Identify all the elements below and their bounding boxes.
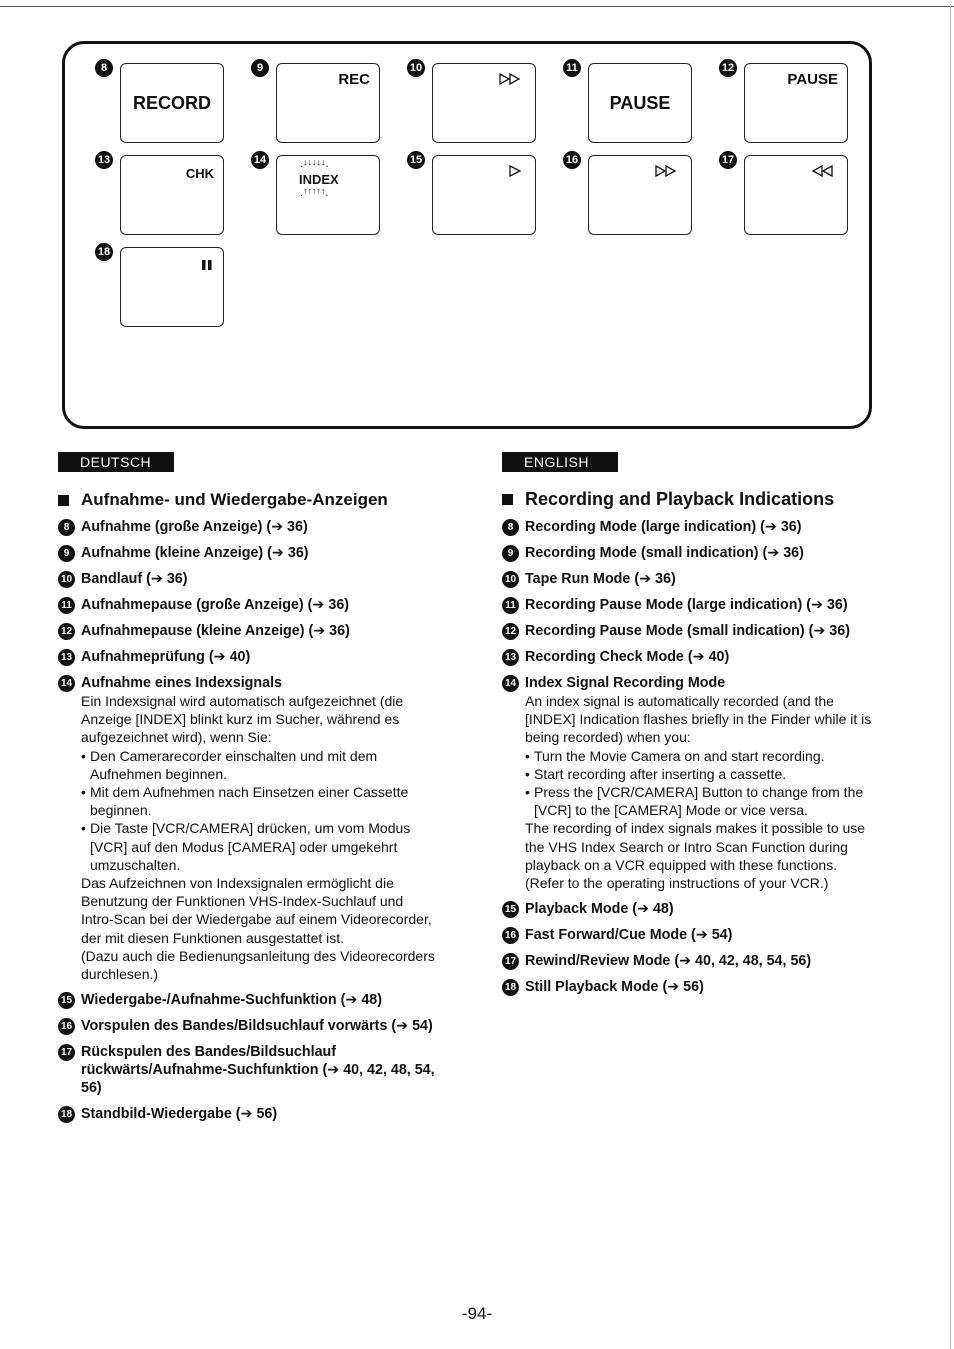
item-title: Index Signal Recording Mode: [525, 675, 726, 691]
item-title: Aufnahmepause (kleine Anzeige) (➔ 36): [81, 623, 350, 639]
item-number-icon: 13: [502, 649, 519, 666]
list-item: [502, 674, 887, 692]
list-item: [58, 1043, 438, 1097]
viewfinder-screen: [432, 155, 536, 235]
item-number-icon: 8: [58, 519, 75, 536]
list-item: [502, 544, 887, 562]
viewfinder-screen: [120, 63, 224, 143]
item-number-icon: 11: [502, 597, 519, 614]
item-number-icon: 15: [58, 992, 75, 1009]
callout-number-icon: 13: [95, 151, 113, 169]
list-item: [502, 900, 887, 918]
list-item: [502, 622, 887, 640]
item-title: Fast Forward/Cue Mode (➔ 54): [525, 927, 733, 944]
list-item: [502, 570, 887, 588]
callout-number-icon: 16: [563, 151, 581, 169]
item-title: Aufnahme (große Anzeige) (➔ 36): [81, 519, 308, 535]
description-intro: Ein Indexsignal wird automatisch aufgezeichnet (die Anzeige [INDEX] blinkt kurz im Sucher, während es aufgezeichnet wird), wenn Sie:: [81, 693, 404, 746]
language-tag-deutsch: DEUTSCH: [58, 452, 174, 472]
description-outro: Das Aufzeichnen von Indexsignalen ermöglicht die Benutzung der Funktionen VHS-Index-Suchlauf und Intro-Scan bei der Wiedergabe auf einem Videorecorder, der mit diesen Funktionen ausgestattet ist.: [81, 875, 432, 946]
screen-indication-label: PAUSE: [609, 93, 671, 113]
screen-indication-label: CHK: [185, 166, 214, 181]
item-number-icon: 11: [58, 597, 75, 614]
item-title: Tape Run Mode (➔ 36): [525, 571, 676, 587]
indication-list-en: [502, 518, 887, 996]
callout-number-icon: 8: [95, 59, 113, 77]
screen-indication-label: RECORD: [132, 93, 211, 113]
item-number-icon: 12: [502, 623, 519, 640]
square-bullet-icon: [58, 495, 69, 506]
item-title: Aufnahme eines Indexsignals: [81, 675, 283, 691]
item-number-icon: 10: [502, 571, 519, 588]
screen-indication-label: PAUSE: [787, 71, 838, 88]
viewfinder-screen: [588, 63, 692, 143]
item-number-icon: 13: [58, 649, 75, 666]
viewfinder-screen: [588, 155, 692, 235]
callout-number-icon: 12: [719, 59, 737, 77]
item-title: Wiedergabe-/Aufnahme-Suchfunktion (➔ 48): [81, 992, 382, 1009]
bullet-point: • Mit dem Aufnehmen nach Einsetzen einer Cassette beginnen.: [81, 784, 409, 819]
viewfinder-screen: [276, 63, 380, 143]
item-title: Aufnahmeprüfung (➔ 40): [81, 649, 251, 665]
item-number-icon: 15: [502, 901, 519, 918]
bullet-dot-icon: •: [525, 784, 530, 801]
item-title: Rückspulen des Bandes/Bildsuchlauf rückwärts/Aufnahme-Suchfunktion (➔ 40, 42, 48, 54, 56): [81, 1044, 435, 1097]
list-item: [58, 991, 438, 1009]
item-number-icon: 17: [58, 1044, 75, 1061]
description-note: (Refer to the operating instructions of your VCR.): [525, 875, 829, 892]
square-bullet-icon: [502, 494, 513, 505]
description-outro: The recording of index signals makes it possible to use the VHS Index Search or Intro Scan Function during playback on a VCR equipped with these functions.: [525, 820, 866, 873]
item-title: Still Playback Mode (➔ 56): [525, 979, 704, 996]
viewfinder-screen: [432, 63, 536, 143]
item-number-icon: 16: [58, 1018, 75, 1035]
indications-diagram: [62, 41, 872, 429]
list-item: [58, 596, 438, 614]
item-title: Aufnahmepause (große Anzeige) (➔ 36): [81, 597, 350, 613]
callout-number-icon: 11: [563, 59, 581, 77]
deutsch-column: [58, 452, 438, 1123]
viewfinder-screen: [744, 155, 848, 235]
list-item: [58, 1105, 438, 1123]
item-number-icon: 18: [502, 979, 519, 996]
still-pause-icon: [201, 258, 213, 276]
bullet-dot-icon: •: [525, 765, 530, 782]
viewfinder-screen: [120, 247, 224, 327]
item-number-icon: 9: [58, 545, 75, 562]
bullet-point: • Press the [VCR/CAMERA] Button to change from the [VCR] to the [CAMERA] Mode or vice versa.: [525, 784, 864, 819]
list-item: [502, 952, 887, 970]
item-number-icon: 9: [502, 545, 519, 562]
bullet-point: • Turn the Movie Camera on and start recording.: [525, 747, 825, 764]
list-item: [58, 622, 438, 640]
flash-rays-icon: ˏ↑↑↑↑↑ˎ: [300, 186, 329, 196]
viewfinder-screen: [276, 155, 380, 235]
description-note: (Dazu auch die Bedienungsanleitung des Videorecorders durchlesen.): [81, 947, 435, 983]
list-item: [502, 648, 887, 666]
list-item: [58, 570, 438, 588]
rewind-icon: [811, 164, 833, 182]
item-title: Rewind/Review Mode (➔ 40, 42, 48, 54, 56): [525, 953, 812, 970]
item-number-icon: 8: [502, 519, 519, 536]
item-title: Bandlauf (➔ 36): [81, 571, 188, 587]
item-title: Recording Pause Mode (large indication) (➔ 36): [525, 597, 848, 613]
page-number: -94-: [461, 1304, 493, 1323]
heading-text: Aufnahme- und Wiedergabe-Anzeigen: [81, 490, 388, 509]
item-title: Aufnahme (kleine Anzeige) (➔ 36): [81, 545, 309, 561]
tape-run-icon: [499, 72, 521, 90]
bullet-point: • Den Camerarecorder einschalten und mit dem Aufnehmen beginnen.: [81, 747, 378, 782]
item-description: [81, 692, 438, 983]
top-rule: [0, 6, 954, 7]
fast-forward-icon: [655, 164, 677, 182]
callout-number-icon: 18: [95, 243, 113, 261]
item-number-icon: 17: [502, 953, 519, 970]
screen-indication-label: REC: [338, 71, 370, 88]
item-title: Recording Pause Mode (small indication) (➔ 36): [525, 623, 850, 639]
item-number-icon: 18: [58, 1106, 75, 1123]
bullet-dot-icon: •: [81, 747, 86, 764]
right-edge-rule: [950, 6, 951, 1349]
list-item: [502, 596, 887, 614]
callout-number-icon: 17: [719, 151, 737, 169]
item-number-icon: 16: [502, 927, 519, 944]
viewfinder-screen: [744, 63, 848, 143]
list-item: [58, 1017, 438, 1035]
item-number-icon: 14: [58, 675, 75, 692]
list-item: [502, 926, 887, 944]
callout-number-icon: 14: [251, 151, 269, 169]
bullet-dot-icon: •: [525, 747, 530, 764]
item-title: Recording Check Mode (➔ 40): [525, 649, 730, 665]
play-icon: [509, 164, 521, 182]
list-item: [58, 544, 438, 562]
language-tag-english: ENGLISH: [502, 452, 618, 472]
item-number-icon: 14: [502, 675, 519, 692]
callout-number-icon: 15: [407, 151, 425, 169]
list-item: [58, 518, 438, 536]
description-intro: An index signal is automatically recorded (and the [INDEX] Indication flashes briefly in the Finder while it is being recorded) when you:: [525, 693, 872, 746]
list-item: [58, 648, 438, 666]
item-number-icon: 12: [58, 623, 75, 640]
section-heading-en: [502, 489, 887, 510]
viewfinder-screen: [120, 155, 224, 235]
heading-text: Recording and Playback Indications: [525, 489, 835, 509]
callout-number-icon: 9: [251, 59, 269, 77]
list-item: [58, 674, 438, 692]
bullet-point: • Die Taste [VCR/CAMERA] drücken, um vom Modus [VCR] auf den Modus [CAMERA] oder umgekehrt umzuschalten.: [81, 820, 411, 873]
section-heading-de: [58, 490, 438, 510]
list-item: [502, 978, 887, 996]
item-title: Recording Mode (small indication) (➔ 36): [525, 545, 804, 561]
item-number-icon: 10: [58, 571, 75, 588]
bullet-dot-icon: •: [81, 784, 86, 801]
item-title: Vorspulen des Bandes/Bildsuchlauf vorwärts (➔ 54): [81, 1018, 433, 1035]
list-item: [502, 518, 887, 536]
item-title: Recording Mode (large indication) (➔ 36): [525, 519, 802, 535]
bullet-point: • Start recording after inserting a cassette.: [525, 765, 787, 782]
item-title: Standbild-Wiedergabe (➔ 56): [81, 1106, 278, 1123]
item-description: [525, 692, 887, 892]
indication-list-de: [58, 518, 438, 1123]
item-title: Playback Mode (➔ 48): [525, 901, 674, 918]
callout-number-icon: 10: [407, 59, 425, 77]
bullet-dot-icon: •: [81, 820, 86, 837]
flash-rays-icon: ˎ↓↓↓↓↓ˏ: [300, 157, 329, 167]
english-column: [502, 452, 887, 996]
screen-indication-label: INDEX: [299, 172, 339, 187]
